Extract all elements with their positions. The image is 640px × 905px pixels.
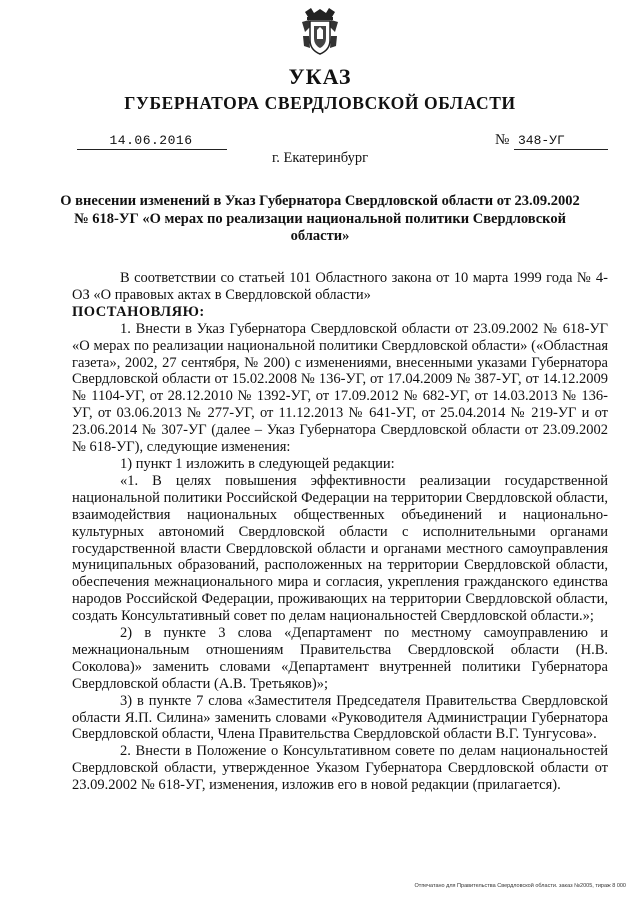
paragraph-1: 1. Внести в Указ Губернатора Свердловской области от 23.09.2002 № 618-УГ «О мерах по реализации национальной политики Свердловской области» («Областная газета», 2002, 27 сентября, № 200) с изменениями, внесенными указами Губернатора Свердловской области от 15.02.2008 № 136-УГ, от 17.04.2009 № 387-УГ, от 14.12.2009 № 1104-УГ, от 28.12.2010 № 1392-УГ, от 17.09.2012 № 682-УГ, от 14.03.2013 № 136-УГ, от 03.06.2013 № 277-УГ, от 11.12.2013 № 641-УГ, от 25.04.2014 № 219-УГ и от 23.06.2014 № 307-УГ (далее – Указ Губернатора Свердловской области от 23.09.2002 № 618-УГ), следующие изменения: <box>72 320 608 456</box>
quoted-paragraph: «1. В целях повышения эффективности реализации государственной национальной политики Российской Федерации на территории Свердловской области, взаимодействия национальных общественных объединений и национально-культурных автономий Свердловской области с исполнительными органами государственной власти Свердловской области и органами местного самоуправления муниципальных образований, расположенных на территории Свердловской области, обеспечения межнационального мира и согласия, укрепления гражданского единства народов Российской Федерации, проживающих на территории Свердловской области, создать Консультативный совет по делам национальностей Свердловской области.»; <box>72 472 608 625</box>
document-date: 14.06.2016 <box>109 133 193 148</box>
preamble: В соответствии со статьей 101 Областного закона от 10 марта 1999 года № 4-ОЗ «О правовых актах в Свердловской области» <box>72 270 608 303</box>
decree-word: ПОСТАНОВЛЯЮ: <box>72 303 205 320</box>
subparagraph-1: 1) пункт 1 изложить в следующей редакции: <box>120 455 395 472</box>
print-footnote: Отпечатано для Правительства Свердловской области. заказ №2005, тираж 8 000 <box>414 883 626 889</box>
document-subject: О внесении изменений в Указ Губернатора Свердловской области от 23.09.2002 № 618-УГ «О мерах по реализации национальной политики Свердловской области» <box>60 193 580 244</box>
document-type: УКАЗ <box>288 64 352 89</box>
coat-of-arms-icon <box>297 6 343 58</box>
subparagraph-3: 3) в пункте 7 слова «Заместителя Председателя Правительства Свердловской области Я.П. Силина» заменить словами «Руководителя Администрации Губернатора Свердловской области, Члена Правительства Свердловской области В.Г. Тунгусова». <box>72 692 608 743</box>
document-body <box>72 270 608 794</box>
city: г. Екатеринбург <box>271 150 369 166</box>
issuer: ГУБЕРНАТОРА СВЕРДЛОВСКОЙ ОБЛАСТИ <box>124 93 516 113</box>
paragraph-2: 2. Внести в Положение о Консультативном совете по делам национальностей Свердловской области, утвержденное Указом Губернатора Свердловской области от 23.09.2002 № 618-УГ, изменения, изложив его в новой редакции (прилагается). <box>72 743 608 794</box>
number-label: № <box>495 132 510 148</box>
document-number: 348-УГ <box>518 133 565 148</box>
subparagraph-2: 2) в пункте 3 слова «Департамент по местному самоуправлению и межнациональным отношениям Правительства Свердловской области (Н.В. Соколова)» заменить словами «Департамент внутренней политики Губернатора Свердловской области (А.В. Третьяков)»; <box>72 625 608 692</box>
